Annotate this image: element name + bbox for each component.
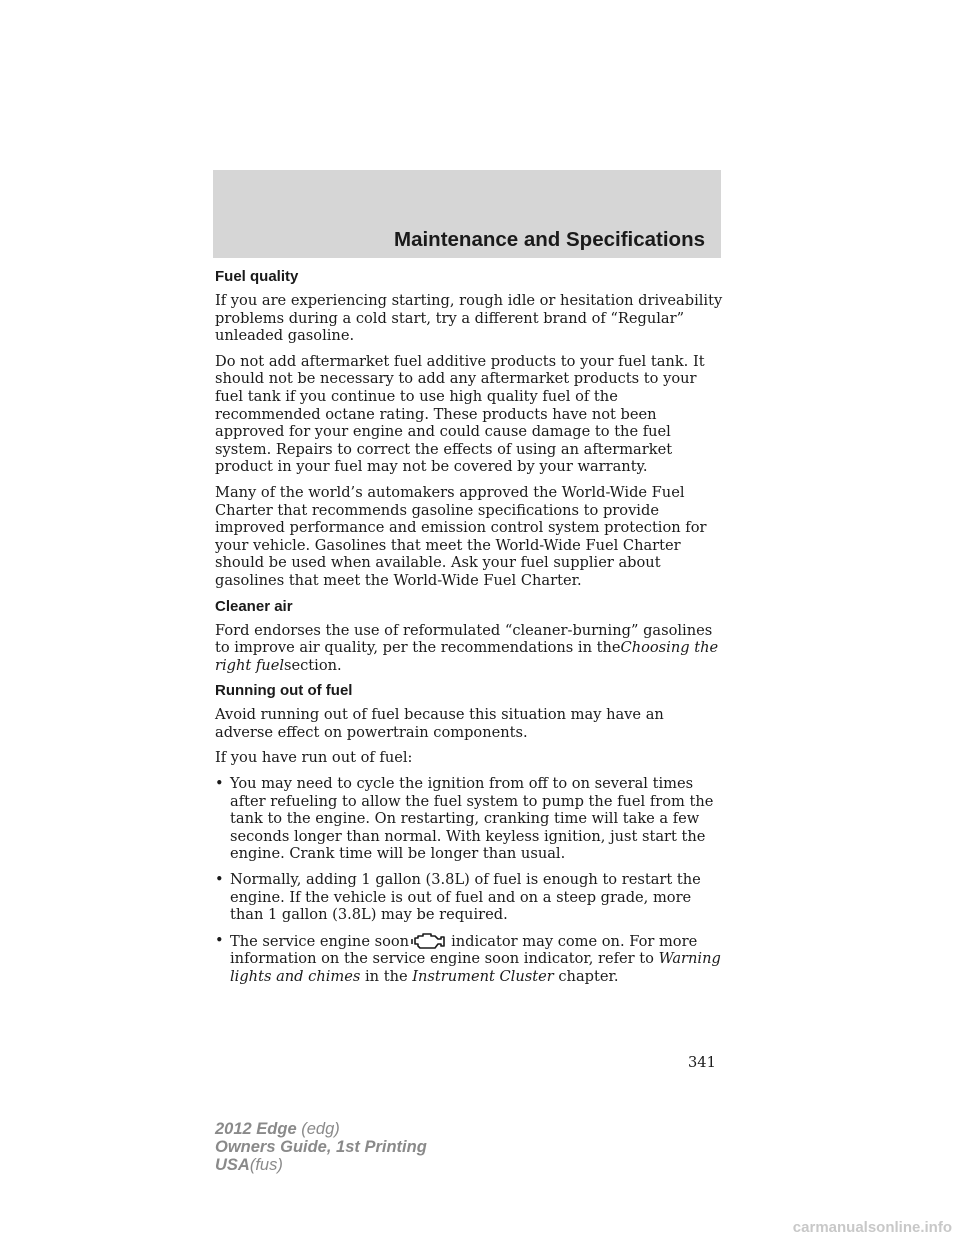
list-item [215,775,725,863]
list-item [215,932,725,986]
section-header-band [213,170,721,258]
section-title: Maintenance and Specifications [394,228,705,251]
bullet-marker: • [215,931,224,949]
list-item-text: indicator may come on. For more information on the service engine soon indicator, refer to [230,932,698,968]
bullet-list [215,775,725,986]
paragraph: Many of the world’s automakers approved the World-Wide Fuel Charter that recommends gasoline specifications to provide improved performance and emission control system protection for your vehicle. Gasolines that meet the World-Wide Fuel Charter should be used when available. Ask your fuel supplier about gasolines that meet the World-Wide Fuel Charter. [215,483,707,589]
paragraph: Do not add aftermarket fuel additive products to your fuel tank. It should not be necessary to add any aftermarket products to your fuel tank if you continue to use high quality fuel of the recommended octane rating. These products have not been approved for your engine and could cause damage to the fuel system. Repairs to correct the effects of using an aftermarket product in your fuel may not be covered by your warranty. [215,352,705,476]
page-number: 341 [688,1054,716,1071]
paragraph-text: section. [284,656,342,674]
footer-market: USA [215,1156,250,1174]
footer-model: 2012 Edge [215,1120,297,1138]
paragraph: Avoid running out of fuel because this situation may have an adverse effect on powertrain components. [215,706,664,741]
heading-running-out-of-fuel: Running out of fuel [215,682,353,700]
footer [215,1120,427,1174]
engine-icon [411,932,447,950]
list-item-text: The service engine soon [230,932,410,950]
footer-line-model [215,1120,427,1138]
paragraph: If you are experiencing starting, rough idle or hesitation driveability problems during a cold start, try a different brand of “Regular” unleaded gasoline. [215,292,723,345]
heading-fuel-quality: Fuel quality [215,268,299,285]
paragraph-text: Ford endorses the use of reformulated “cleaner-burning” gasolines to improve air quality, per the recommendations in the [215,621,713,657]
footer-market-code: (fus) [249,1156,283,1174]
list-item-text: in the [365,968,408,985]
cross-reference: Warning lights and chimes [230,950,721,985]
footer-line-guide [215,1138,427,1156]
heading-cleaner-air: Cleaner air [215,597,293,615]
footer-model-code: (edg) [301,1120,340,1138]
bullet-marker: • [215,775,224,793]
watermark: carmanualsonline.info [792,1219,952,1236]
footer-line-market [215,1156,427,1174]
list-item-text: chapter. [558,968,619,985]
list-item [215,871,725,924]
bullet-marker: • [215,871,224,889]
list-item-text: You may need to cycle the ignition from off to on several times after refueling to allow the fuel system to pump the fuel from the tank to the engine. On restarting, cranking time will take a few seconds longer than normal. With keyless ignition, just start the engine. Crank time will be longer than usual. [230,775,714,863]
footer-guide: Owners Guide, 1st Printing [215,1138,427,1156]
page-content [215,268,725,994]
cross-reference: Instrument Cluster [412,968,554,985]
list-item-text: Normally, adding 1 gallon (3.8L) of fuel is enough to restart the engine. If the vehicle is out of fuel and on a steep grade, more than 1 gallon (3.8L) may be required. [230,871,701,924]
paragraph [215,622,725,675]
cross-reference: Choosing the right fuel [215,639,719,674]
paragraph: If you have run out of fuel: [215,749,413,767]
